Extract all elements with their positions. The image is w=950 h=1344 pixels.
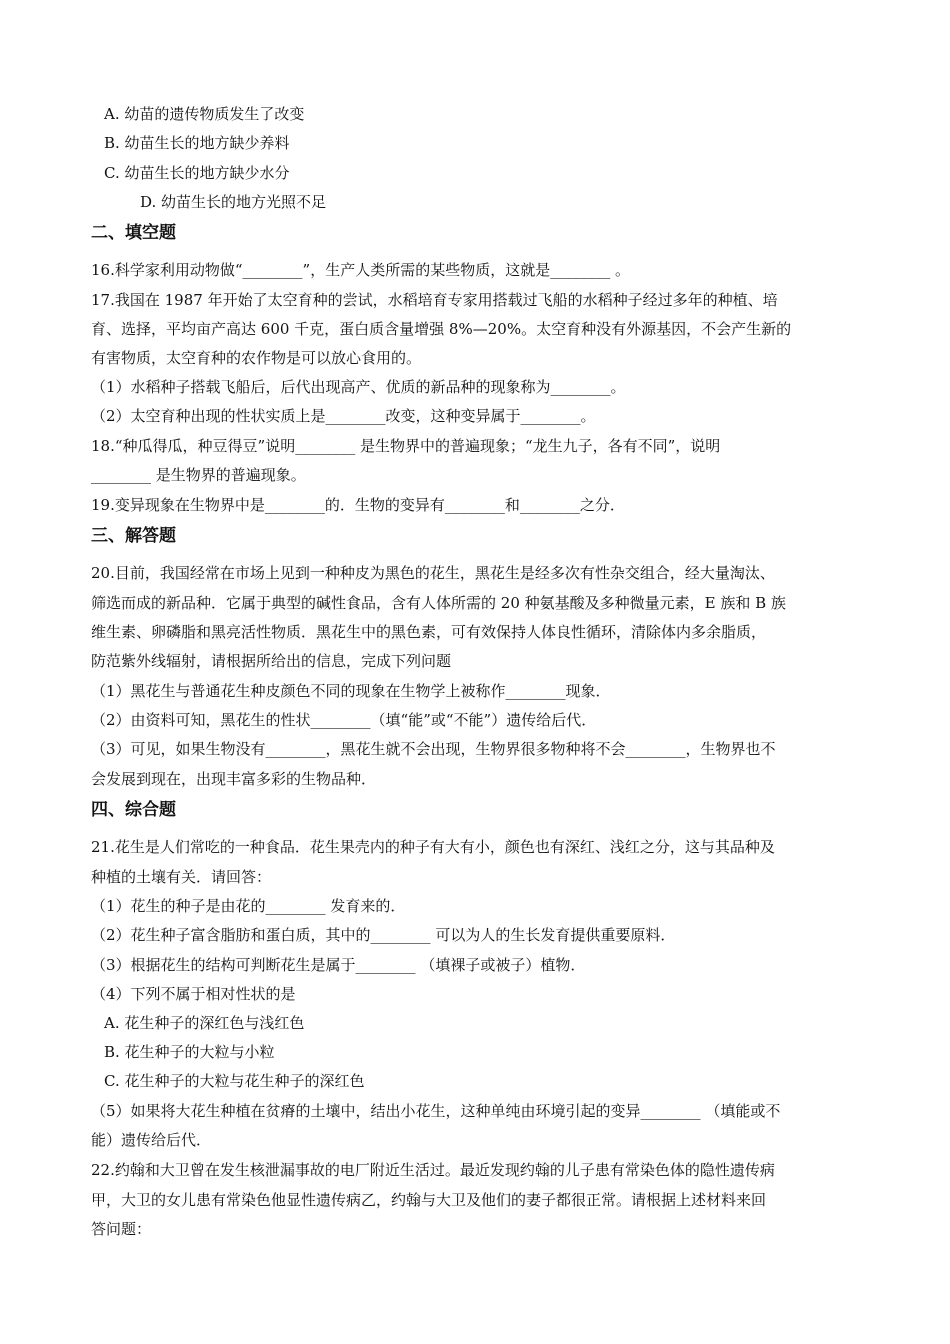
q22-line: 22.约翰和大卫曾在发生核泄漏事故的电厂附近生活过。最近发现约翰的儿子患有常染色体的隐性遗传病: [91, 1161, 775, 1179]
q18-line: ________ 是生物界的普遍现象。: [91, 466, 306, 484]
q21-part-5-line: 能）遗传给后代．: [91, 1131, 212, 1149]
q20-stem-line: 维生素、卵磷脂和黑亮活性物质．黑花生中的黑色素，可有效保持人体良性循环，清除体内多余脂质，: [91, 623, 767, 641]
q21-option-a: A. 花生种子的深红色与浅红色: [104, 1014, 305, 1032]
section-heading-comprehensive: 四、综合题: [91, 800, 176, 820]
q20-stem-line: 20.目前，我国经常在市场上见到一种种皮为黑色的花生，黑花生是经多次有性杂交组合，经大量淘汰、: [91, 564, 775, 582]
q21-stem-line: 种植的土壤有关．请回答：: [91, 868, 272, 886]
section-heading-answer: 三、解答题: [91, 526, 176, 546]
q16: 16.科学家利用动物做“________”，生产人类所需的某些物质，这就是________ 。: [91, 261, 630, 279]
q21-stem-line: 21.花生是人们常吃的一种食品．花生果壳内的种子有大有小，颜色也有深红、浅红之分，这与其品种及: [91, 838, 775, 856]
q20-part-3-line: 会发展到现在，出现丰富多彩的生物品种．: [91, 770, 377, 788]
q22-line: 甲，大卫的女儿患有常染色他显性遗传病乙，约翰与大卫及他们的妻子都很正常。请根据上述材料来回: [91, 1191, 767, 1209]
q15-option-b: B. 幼苗生长的地方缺少养料: [104, 134, 290, 152]
q20-part-3-line: （3）可见，如果生物没有________，黑花生就不会出现，生物界很多物种将不会________，生物界也不: [91, 740, 776, 758]
q17-stem-line: 17.我国在 1987 年开始了太空育种的尝试，水稻培育专家用搭载过飞船的水稻种子经过多年的种植、培: [91, 291, 778, 309]
q20-stem-line: 筛选而成的新品种．它属于典型的碱性食品，含有人体所需的 20 种氨基酸及多种微量元素，E 族和 B 族: [91, 594, 786, 612]
q21-option-b: B. 花生种子的大粒与小粒: [104, 1043, 275, 1061]
q17-stem-line: 育、选择，平均亩产高达 600 千克，蛋白质含量增强 8%—20%。太空育种没有外源基因，不会产生新的: [91, 320, 792, 338]
q15-option-a: A. 幼苗的遗传物质发生了改变: [104, 105, 305, 123]
q15-option-c: C. 幼苗生长的地方缺少水分: [104, 164, 290, 182]
q22-line: 答问题：: [91, 1220, 152, 1238]
section-heading-fill: 二、填空题: [91, 223, 176, 243]
q18-line: 18.“种瓜得瓜，种豆得豆”说明________ 是生物界中的普遍现象；“龙生九子，各有不同”，说明: [91, 437, 721, 455]
q20-part-2: （2）由资料可知，黑花生的性状________（填“能”或“不能”）遗传给后代．: [91, 711, 597, 729]
q17-part-2: （2）太空育种出现的性状实质上是________改变，这种变异属于________。: [91, 407, 596, 425]
q17-part-1: （1）水稻种子搭载飞船后，后代出现高产、优质的新品种的现象称为________。: [91, 378, 626, 396]
q21-part-1: （1）花生的种子是由花的________ 发育来的．: [91, 897, 406, 915]
q20-stem-line: 防范紫外线辐射，请根据所给出的信息，完成下列问题: [91, 652, 452, 670]
q21-part-3: （3）根据花生的结构可判断花生是属于________ （填裸子或被子）植物．: [91, 956, 586, 974]
q21-option-c: C. 花生种子的大粒与花生种子的深红色: [104, 1072, 365, 1090]
q20-part-1: （1）黑花生与普通花生种皮颜色不同的现象在生物学上被称作________现象．: [91, 682, 611, 700]
q15-option-d: D. 幼苗生长的地方光照不足: [140, 193, 327, 211]
q21-part-5-line: （5）如果将大花生种植在贫瘠的土壤中，结出小花生，这种单纯由环境引起的变异________ （填能或不: [91, 1102, 781, 1120]
q21-part-4: （4）下列不属于相对性状的是: [91, 985, 296, 1003]
q19: 19.变异现象在生物界中是________的．生物的变异有________和________之分．: [91, 496, 625, 514]
q21-part-2: （2）花生种子富含脂肪和蛋白质，其中的________ 可以为人的生长发育提供重要原料．: [91, 926, 676, 944]
q17-stem-line: 有害物质，太空育种的农作物是可以放心食用的。: [91, 349, 422, 367]
